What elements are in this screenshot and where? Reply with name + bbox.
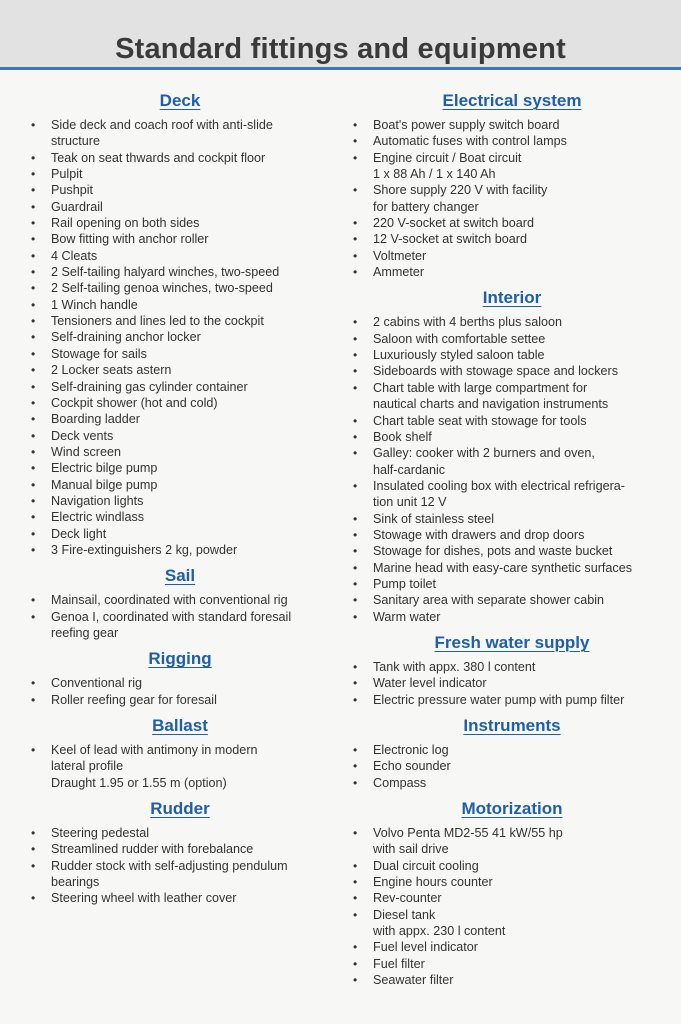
- list-item-text: • Mainsail, coordinated with conventional rig: [51, 593, 288, 608]
- list-item-text: for battery changer: [373, 199, 479, 214]
- list-item-text: • Electronic log: [373, 743, 449, 757]
- section-title: Motorization: [461, 799, 563, 819]
- list-item-text: half-cardanic: [373, 462, 446, 477]
- list-item-text: • Diesel tank: [373, 907, 436, 922]
- list-item-text: • Compass: [373, 775, 427, 790]
- list-item-text: • Voltmeter: [373, 248, 427, 263]
- list-item: [352, 231, 672, 247]
- list-item-text: Draught 1.95 or 1.55 m (option): [51, 775, 227, 790]
- list-item-text: • Engine hours counter: [373, 875, 493, 890]
- list-item-text: • Fuel level indicator: [373, 940, 478, 955]
- list-item-text: • Rudder stock with self-adjusting pendulum: [51, 858, 288, 873]
- list-item: [352, 264, 672, 280]
- list-item-text: • 2 Locker seats astern: [51, 363, 172, 378]
- section-title: Fresh water supply: [434, 632, 590, 652]
- item-list: [30, 592, 330, 641]
- item-list: [30, 742, 330, 791]
- list-item-text: • Stowage for dishes, pots and waste bucket: [373, 544, 613, 559]
- list-item-text: • Marine head with easy-care synthetic surfaces: [373, 560, 632, 575]
- page-title: Standard fittings and equipment: [115, 33, 566, 65]
- list-item: [30, 379, 330, 395]
- list-item-text: • 4 Cleats: [51, 248, 98, 263]
- list-item-text: • Shore supply 220 V with facility: [373, 183, 548, 198]
- list-item-text: • Stowage with drawers and drop doors: [373, 527, 585, 542]
- list-item-text: lateral profile: [51, 759, 124, 774]
- list-item-text: • Side deck and coach roof with anti-slide: [51, 118, 273, 132]
- list-item: [352, 429, 672, 445]
- section-title: Electrical system: [442, 91, 582, 110]
- list-item: [30, 509, 330, 525]
- list-item-text: • Tensioners and lines led to the cockpit: [51, 314, 264, 329]
- item-list: [352, 314, 672, 625]
- list-item: [352, 182, 672, 215]
- list-item: [352, 742, 672, 758]
- item-list: [352, 117, 672, 280]
- section-title: Interior: [482, 288, 542, 308]
- list-item-text: • 2 cabins with 4 berths plus saloon: [373, 315, 563, 330]
- list-item-text: • Streamlined rudder with forebalance: [51, 842, 254, 857]
- list-item-text: • Roller reefing gear for foresail: [51, 692, 217, 707]
- list-item-text: • Ammeter: [373, 265, 425, 280]
- section-title: Rudder: [150, 799, 210, 819]
- list-item-text: • Pump toilet: [373, 576, 436, 591]
- list-item: [30, 231, 330, 247]
- list-item-text: • Engine circuit / Boat circuit: [373, 150, 522, 165]
- list-item-text: bearings: [51, 875, 100, 890]
- section-title: Rigging: [148, 649, 212, 669]
- section-rigging: [30, 648, 330, 708]
- section-deck: [30, 90, 330, 558]
- list-item-text: • 1 Winch handle: [51, 297, 138, 312]
- section-motorization: [352, 798, 672, 988]
- list-item-text: • Saloon with comfortable settee: [373, 331, 546, 346]
- list-item: [30, 858, 330, 891]
- list-item-text: • Sink of stainless steel: [373, 511, 495, 526]
- list-item-text: reefing gear: [51, 625, 119, 640]
- list-item-text: • Teak on seat thwards and cockpit floor: [51, 150, 266, 165]
- list-item-text: • Rev-counter: [373, 891, 442, 906]
- list-item: [352, 758, 672, 774]
- list-item-text: • Electric bilge pump: [51, 461, 158, 476]
- list-item: [30, 297, 330, 313]
- list-item: [352, 576, 672, 592]
- list-item: [352, 445, 672, 478]
- list-item: [30, 444, 330, 460]
- list-item-text: • Chart table seat with stowage for tools: [373, 413, 587, 428]
- list-item: [352, 347, 672, 363]
- list-item: [352, 380, 672, 413]
- list-item-text: structure: [51, 134, 100, 149]
- list-item-text: • Wind screen: [51, 444, 121, 459]
- list-item: [30, 215, 330, 231]
- section-title: Ballast: [152, 716, 208, 735]
- list-item: [352, 314, 672, 330]
- list-item: [352, 331, 672, 347]
- list-item-text: • Electric pressure water pump with pump filter: [373, 692, 625, 707]
- list-item: [30, 411, 330, 427]
- list-item: [352, 527, 672, 543]
- list-item: [30, 609, 330, 642]
- list-item: [30, 166, 330, 182]
- list-item: [352, 939, 672, 955]
- list-item-text: • Genoa I, coordinated with standard foresail: [51, 609, 292, 624]
- list-item: [30, 890, 330, 906]
- list-item-text: • Self-draining anchor locker: [51, 330, 201, 345]
- list-item: [30, 825, 330, 841]
- list-item: [30, 692, 330, 708]
- list-item-text: • Electric windlass: [51, 510, 145, 525]
- list-item-text: • 220 V-socket at switch board: [373, 216, 535, 231]
- list-item-text: • Book shelf: [373, 429, 432, 444]
- list-item: [30, 248, 330, 264]
- list-item: [30, 280, 330, 296]
- list-item-text: • Keel of lead with antimony in modern: [51, 743, 258, 757]
- section-instruments: [352, 715, 672, 791]
- list-item: [30, 742, 330, 791]
- item-list: [352, 659, 672, 708]
- list-item: [352, 825, 672, 858]
- list-item: [352, 675, 672, 691]
- list-item-text: • Pulpit: [51, 167, 83, 182]
- item-list: [352, 742, 672, 791]
- list-item-text: • 2 Self-tailing genoa winches, two-speed: [51, 281, 273, 296]
- list-item: [352, 592, 672, 608]
- list-item-text: • Steering pedestal: [51, 826, 150, 841]
- list-item-text: • Luxuriously styled saloon table: [373, 348, 545, 363]
- list-item: [352, 543, 672, 559]
- list-item-text: nautical charts and navigation instruments: [373, 397, 609, 412]
- list-item: [352, 972, 672, 988]
- right-column: [352, 90, 672, 988]
- list-item: [352, 363, 672, 379]
- list-item: [30, 264, 330, 280]
- list-item: [30, 395, 330, 411]
- list-item-text: • Seawater filter: [373, 973, 454, 988]
- list-item: [352, 511, 672, 527]
- list-item-text: • 12 V-socket at switch board: [373, 232, 528, 247]
- left-column: [30, 90, 330, 907]
- list-item-text: • Navigation lights: [51, 493, 144, 508]
- list-item-text: 1 x 88 Ah / 1 x 140 Ah: [373, 167, 496, 182]
- item-list: [30, 117, 330, 558]
- list-item-text: • Conventional rig: [51, 676, 143, 691]
- list-item: [352, 478, 672, 511]
- list-item-text: • Water level indicator: [373, 676, 487, 691]
- list-item-text: • Steering wheel with leather cover: [51, 891, 237, 906]
- section-fresh-water-supply: [352, 632, 672, 708]
- list-item: [352, 609, 672, 625]
- list-item-text: with appx. 230 l content: [373, 924, 506, 939]
- list-item: [30, 526, 330, 542]
- list-item: [352, 858, 672, 874]
- section-title: Sail: [164, 566, 196, 586]
- list-item-text: • Sideboards with stowage space and lockers: [373, 364, 619, 379]
- list-item: [30, 199, 330, 215]
- list-item-text: • Warm water: [373, 609, 441, 624]
- section-interior: [352, 287, 672, 625]
- section-ballast: [30, 715, 330, 791]
- list-item: [30, 117, 330, 150]
- list-item: [30, 362, 330, 378]
- item-list: [30, 675, 330, 708]
- list-item: [30, 428, 330, 444]
- list-item: [352, 150, 672, 183]
- section-sail: [30, 565, 330, 641]
- list-item: [30, 460, 330, 476]
- list-item-text: • Insulated cooling box with electrical refrigera-: [373, 478, 625, 493]
- list-item-text: • Cockpit shower (hot and cold): [51, 395, 218, 410]
- list-item-text: • Deck light: [51, 526, 107, 541]
- list-item-text: • Boarding ladder: [51, 412, 140, 427]
- list-item: [30, 675, 330, 691]
- list-item: [352, 890, 672, 906]
- list-item-text: • 3 Fire-extinguishers 2 kg, powder: [51, 542, 238, 557]
- list-item: [352, 215, 672, 231]
- list-item: [30, 477, 330, 493]
- list-item-text: • Bow fitting with anchor roller: [51, 232, 209, 247]
- list-item-text: • 2 Self-tailing halyard winches, two-speed: [51, 265, 280, 280]
- list-item-text: • Rail opening on both sides: [51, 216, 200, 231]
- list-item: [352, 692, 672, 708]
- list-item: [352, 659, 672, 675]
- list-item-text: tion unit 12 V: [373, 495, 447, 510]
- section-title: Instruments: [463, 716, 561, 735]
- list-item-text: • Automatic fuses with control lamps: [373, 134, 567, 149]
- list-item-text: • Pushpit: [51, 183, 94, 198]
- list-item: [30, 150, 330, 166]
- list-item: [30, 542, 330, 558]
- list-item-text: • Galley: cooker with 2 burners and oven,: [373, 446, 595, 461]
- list-item-text: with sail drive: [373, 842, 449, 857]
- list-item: [352, 133, 672, 149]
- list-item: [352, 956, 672, 972]
- section-title: Deck: [159, 91, 201, 110]
- list-item: [352, 560, 672, 576]
- list-item-text: • Stowage for sails: [51, 346, 147, 361]
- list-item: [352, 413, 672, 429]
- list-item: [352, 874, 672, 890]
- list-item: [30, 841, 330, 857]
- item-list: [30, 825, 330, 907]
- list-item: [30, 313, 330, 329]
- list-item: [352, 248, 672, 264]
- list-item-text: • Fuel filter: [373, 956, 425, 971]
- list-item-text: • Manual bilge pump: [51, 477, 158, 492]
- list-item: [30, 329, 330, 345]
- list-item-text: • Guardrail: [51, 199, 103, 214]
- list-item: [352, 775, 672, 791]
- list-item-text: • Dual circuit cooling: [373, 858, 479, 873]
- item-list: [352, 825, 672, 988]
- list-item-text: • Volvo Penta MD2-55 41 kW/55 hp: [373, 826, 563, 841]
- section-electrical-system: [352, 90, 672, 280]
- list-item: [352, 907, 672, 940]
- list-item-text: • Chart table with large compartment for: [373, 380, 588, 395]
- list-item-text: • Tank with appx. 380 l content: [373, 659, 536, 674]
- list-item: [30, 346, 330, 362]
- list-item-text: • Sanitary area with separate shower cabin: [373, 593, 605, 608]
- list-item-text: • Boat's power supply switch board: [373, 118, 560, 132]
- list-item-text: • Echo sounder: [373, 759, 451, 774]
- list-item-text: • Self-draining gas cylinder container: [51, 379, 248, 394]
- list-item: [352, 117, 672, 133]
- list-item: [30, 182, 330, 198]
- section-rudder: [30, 798, 330, 907]
- list-item: [30, 493, 330, 509]
- list-item-text: • Deck vents: [51, 428, 114, 443]
- list-item: [30, 592, 330, 608]
